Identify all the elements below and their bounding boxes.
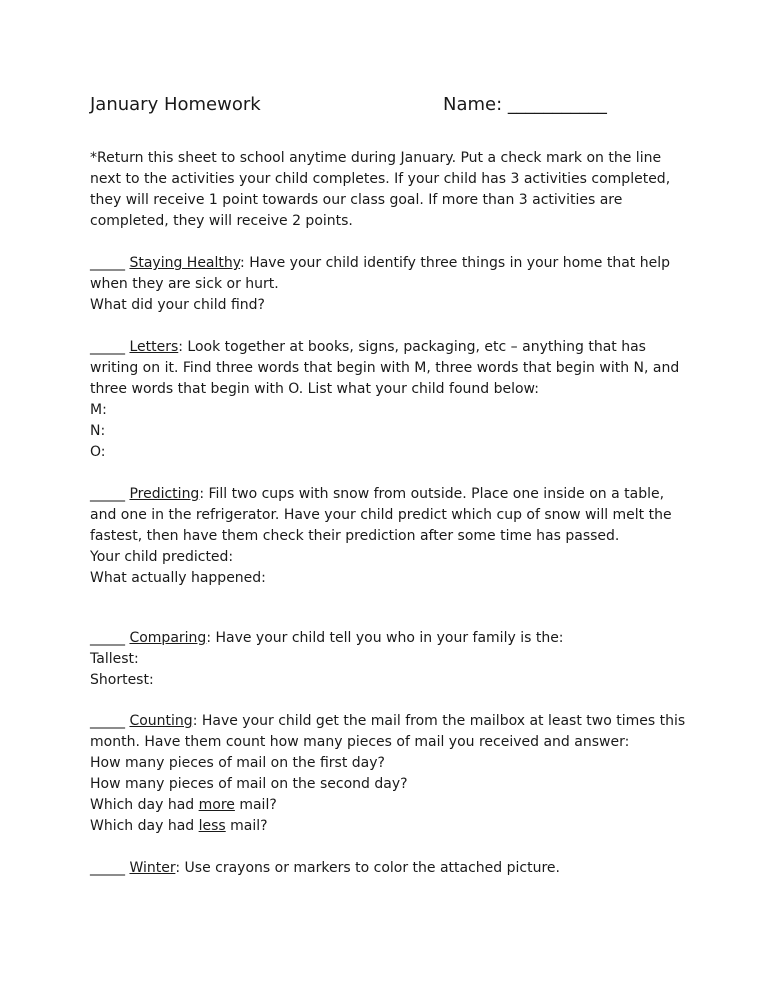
- answer-prompt: Your child predicted:: [90, 549, 234, 565]
- activity-winter: [90, 858, 690, 879]
- emphasis-more: more: [198, 797, 235, 813]
- activity-staying-healthy: [90, 253, 690, 316]
- checkmark-line: _____: [90, 486, 125, 502]
- activity-text: : Use crayons or markers to color the attached picture.: [175, 860, 560, 876]
- activity-text: : Have your child tell you who in your family is the:: [206, 630, 564, 646]
- activity-description: [90, 628, 690, 649]
- checkmark-line: _____: [90, 860, 125, 876]
- answer-prompt: N:: [90, 423, 106, 439]
- name-field-label: Name: ___________: [443, 94, 607, 115]
- activity-title: Letters: [129, 339, 179, 355]
- answer-prompt: O:: [90, 444, 106, 460]
- activity-text: : Look together at books, signs, packaging, etc – anything that has writing on it. Find three words that begin with M, three words that begin with N, and three words that begin with O. List what your child found below:: [90, 339, 680, 397]
- activity-text: : Have your child get the mail from the mailbox at least two times this month. Have them count how many pieces of mail you received and answer:: [90, 713, 686, 750]
- header: [90, 94, 690, 120]
- activity-description: [90, 337, 690, 400]
- activity-predicting: [90, 484, 690, 589]
- activity-description: [90, 484, 690, 547]
- activity-description: [90, 253, 690, 295]
- answer-prompt: What actually happened:: [90, 570, 266, 586]
- activity-title: Staying Healthy: [129, 255, 241, 271]
- activity-title: Counting: [129, 713, 193, 729]
- emphasis-less: less: [198, 818, 226, 834]
- checkmark-line: _____: [90, 713, 125, 729]
- activity-text: : Have your child identify three things in your home that help when they are sick or hurt.: [90, 255, 670, 292]
- answer-prompt-more: Which day had more mail?: [90, 797, 277, 813]
- activity-description: [90, 858, 690, 879]
- activity-title: Winter: [129, 860, 176, 876]
- activity-letters: [90, 337, 690, 463]
- answer-prompt: M:: [90, 402, 107, 418]
- activity-comparing: [90, 628, 690, 691]
- answer-prompt: How many pieces of mail on the second day?: [90, 776, 408, 792]
- checkmark-line: _____: [90, 630, 125, 646]
- checkmark-line: _____: [90, 339, 125, 355]
- answer-prompt: What did your child find?: [90, 297, 265, 313]
- answer-prompt: Shortest:: [90, 672, 154, 688]
- checkmark-line: _____: [90, 255, 125, 271]
- activity-counting: [90, 711, 690, 837]
- activity-text: : Fill two cups with snow from outside. Place one inside on a table, and one in the refrigerator. Have your child predict which cup of snow will melt the fastest, then have them check their prediction after some time has passed.: [90, 486, 672, 544]
- intro-instructions: *Return this sheet to school anytime during January. Put a check mark on the line next to the activities your child completes. If your child has 3 activities completed, they will receive 1 point towards our class goal. If more than 3 activities are completed, they will receive 2 points.: [90, 150, 671, 229]
- activity-title: Predicting: [129, 486, 200, 502]
- activity-title: Comparing: [129, 630, 207, 646]
- activity-description: [90, 711, 690, 753]
- answer-prompt: How many pieces of mail on the first day?: [90, 755, 385, 771]
- page-title: January Homework: [90, 94, 261, 115]
- answer-prompt: Tallest:: [90, 651, 139, 667]
- answer-prompt-less: Which day had less mail?: [90, 818, 268, 834]
